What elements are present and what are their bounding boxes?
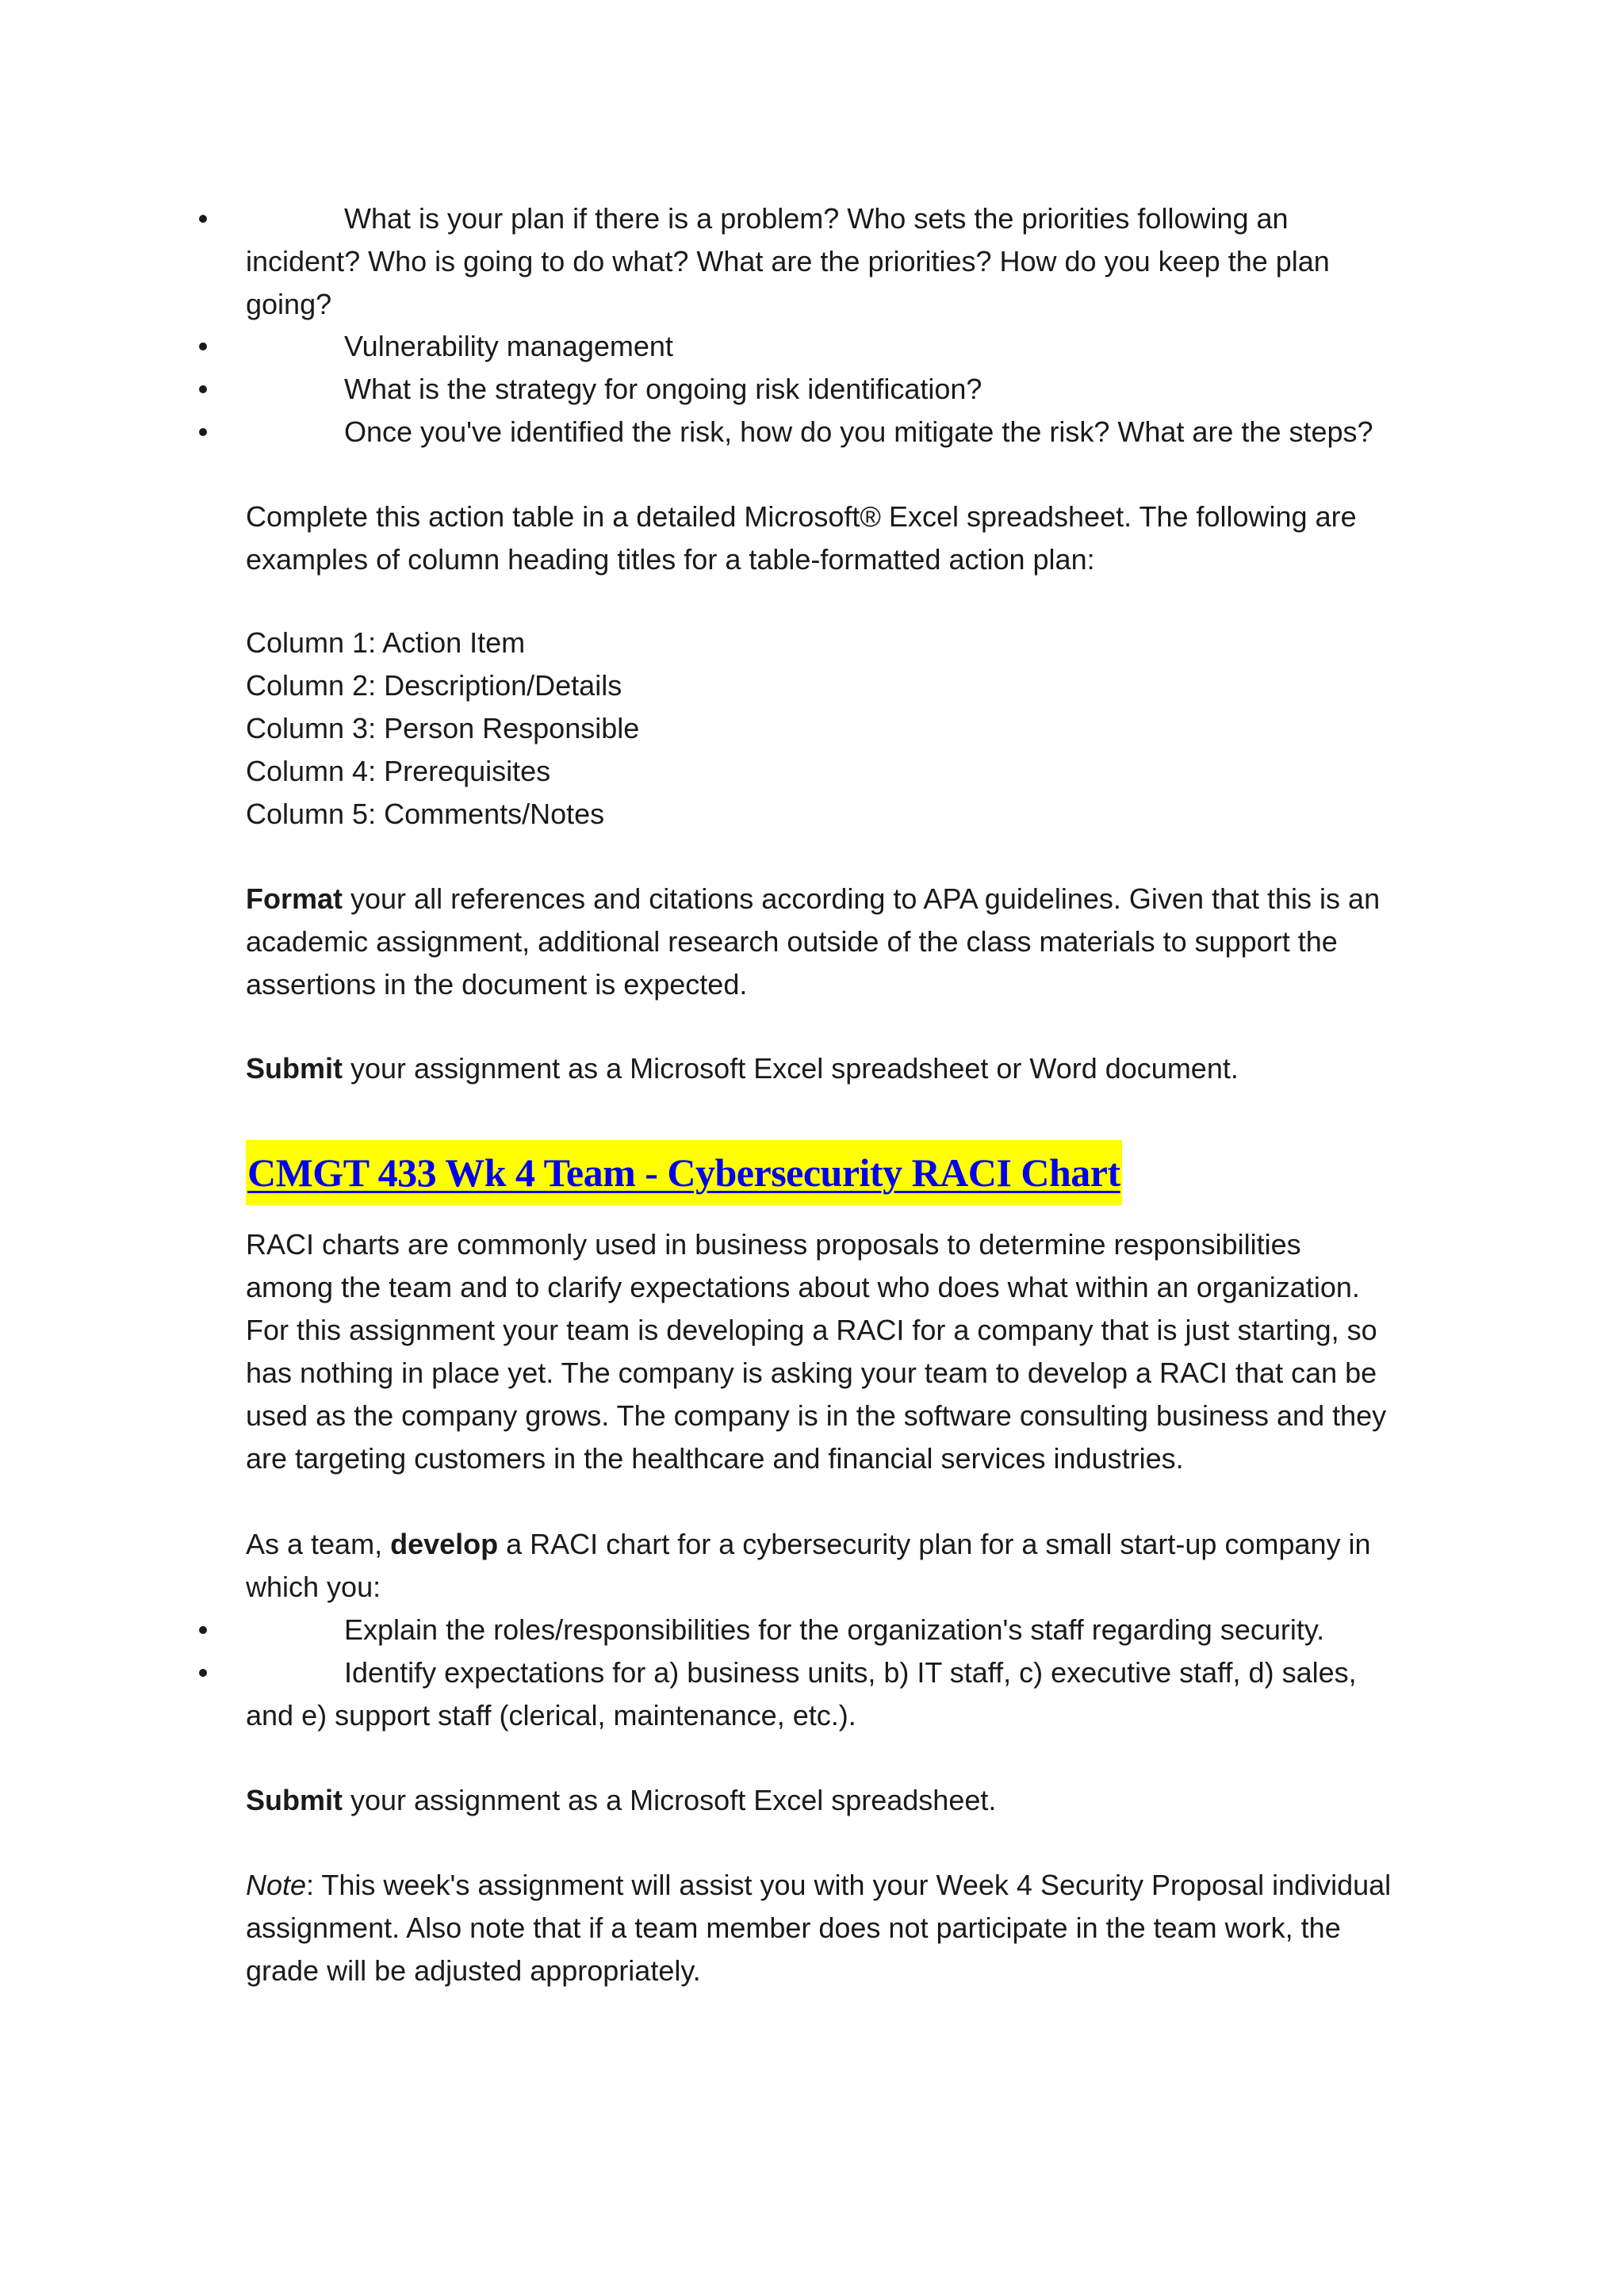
bullet-icon	[199, 1669, 207, 1677]
bullet-text: Explain the roles/responsibilities for the organization's staff regarding security.	[344, 1613, 1325, 1646]
format-paragraph	[246, 878, 1396, 1006]
develop-pre: As a team,	[246, 1528, 391, 1560]
bullet-icon	[199, 1626, 207, 1634]
heading-highlight	[246, 1140, 1122, 1205]
bullet-text: Identify expectations for a) business units, b) IT staff, c) executive staff, d) sales, and e) support staff (clerical, maintenance, etc.).	[246, 1656, 1357, 1732]
bullet-icon	[199, 428, 207, 436]
format-text: your all references and citations according to APA guidelines. Given that this is an academic assignment, additional research outside of the class materials to support the assertions in the document is expected.	[246, 882, 1381, 1001]
action-table-intro: Complete this action table in a detailed Microsoft® Excel spreadsheet. The following are examples of column heading titles for a table-formatted action plan:	[246, 500, 1357, 576]
column-item: Column 1: Action Item	[246, 626, 526, 659]
submit-paragraph	[246, 1047, 1396, 1090]
note-text: : This week's assignment will assist you with your Week 4 Security Proposal individual assignment. Also note that if a team member does not participate in the team work, the grade will be adjusted appropriately.	[246, 1869, 1392, 1987]
column-item: Column 4: Prerequisites	[246, 755, 551, 787]
submit-text: your assignment as a Microsoft Excel spreadsheet or Word document.	[343, 1052, 1239, 1085]
submit-paragraph-2	[246, 1779, 1396, 1822]
bullet-text: What is the strategy for ongoing risk identification?	[344, 373, 982, 405]
column-item: Column 3: Person Responsible	[246, 712, 640, 744]
submit-text-2: your assignment as a Microsoft Excel spreadsheet.	[343, 1784, 997, 1816]
bullet-icon	[199, 385, 207, 393]
develop-post: a RACI chart for a cybersecurity plan for a small start-up company in which you:	[246, 1528, 1371, 1603]
note-lead: Note	[246, 1869, 307, 1901]
submit-lead: Submit	[246, 1052, 343, 1085]
heading-link[interactable]: CMGT 433 Wk 4 Team - Cybersecurity RACI Chart	[247, 1150, 1120, 1195]
column-item: Column 2: Description/Details	[246, 669, 622, 702]
submit-lead-2: Submit	[246, 1784, 343, 1816]
develop-bold: develop	[390, 1528, 499, 1560]
column-item: Column 5: Comments/Notes	[246, 798, 605, 830]
bullet-icon	[199, 342, 207, 350]
bullet-text: Vulnerability management	[344, 330, 673, 362]
develop-paragraph	[246, 1523, 1396, 1609]
note-paragraph	[246, 1864, 1396, 1992]
bullet-icon	[199, 215, 207, 223]
bullet-text: What is your plan if there is a problem? Who sets the priorities following an incident? Who is going to do what? What are the priorities? How do you keep the plan going?	[246, 202, 1330, 320]
bullet-text: Once you've identified the risk, how do you mitigate the risk? What are the steps?	[344, 415, 1373, 448]
column-list	[246, 622, 1396, 836]
format-lead: Format	[246, 882, 343, 915]
raci-intro: RACI charts are commonly used in business proposals to determine responsibilities among the team and to clarify expectations about who does what within an organization. For this assignment your team is developing a RACI for a company that is just starting, so has nothing in place yet. The company is asking your team to develop a RACI that can be used as the company grows. The company is in the software consulting business and they are targeting customers in the healthcare and financial services industries.	[246, 1228, 1387, 1475]
